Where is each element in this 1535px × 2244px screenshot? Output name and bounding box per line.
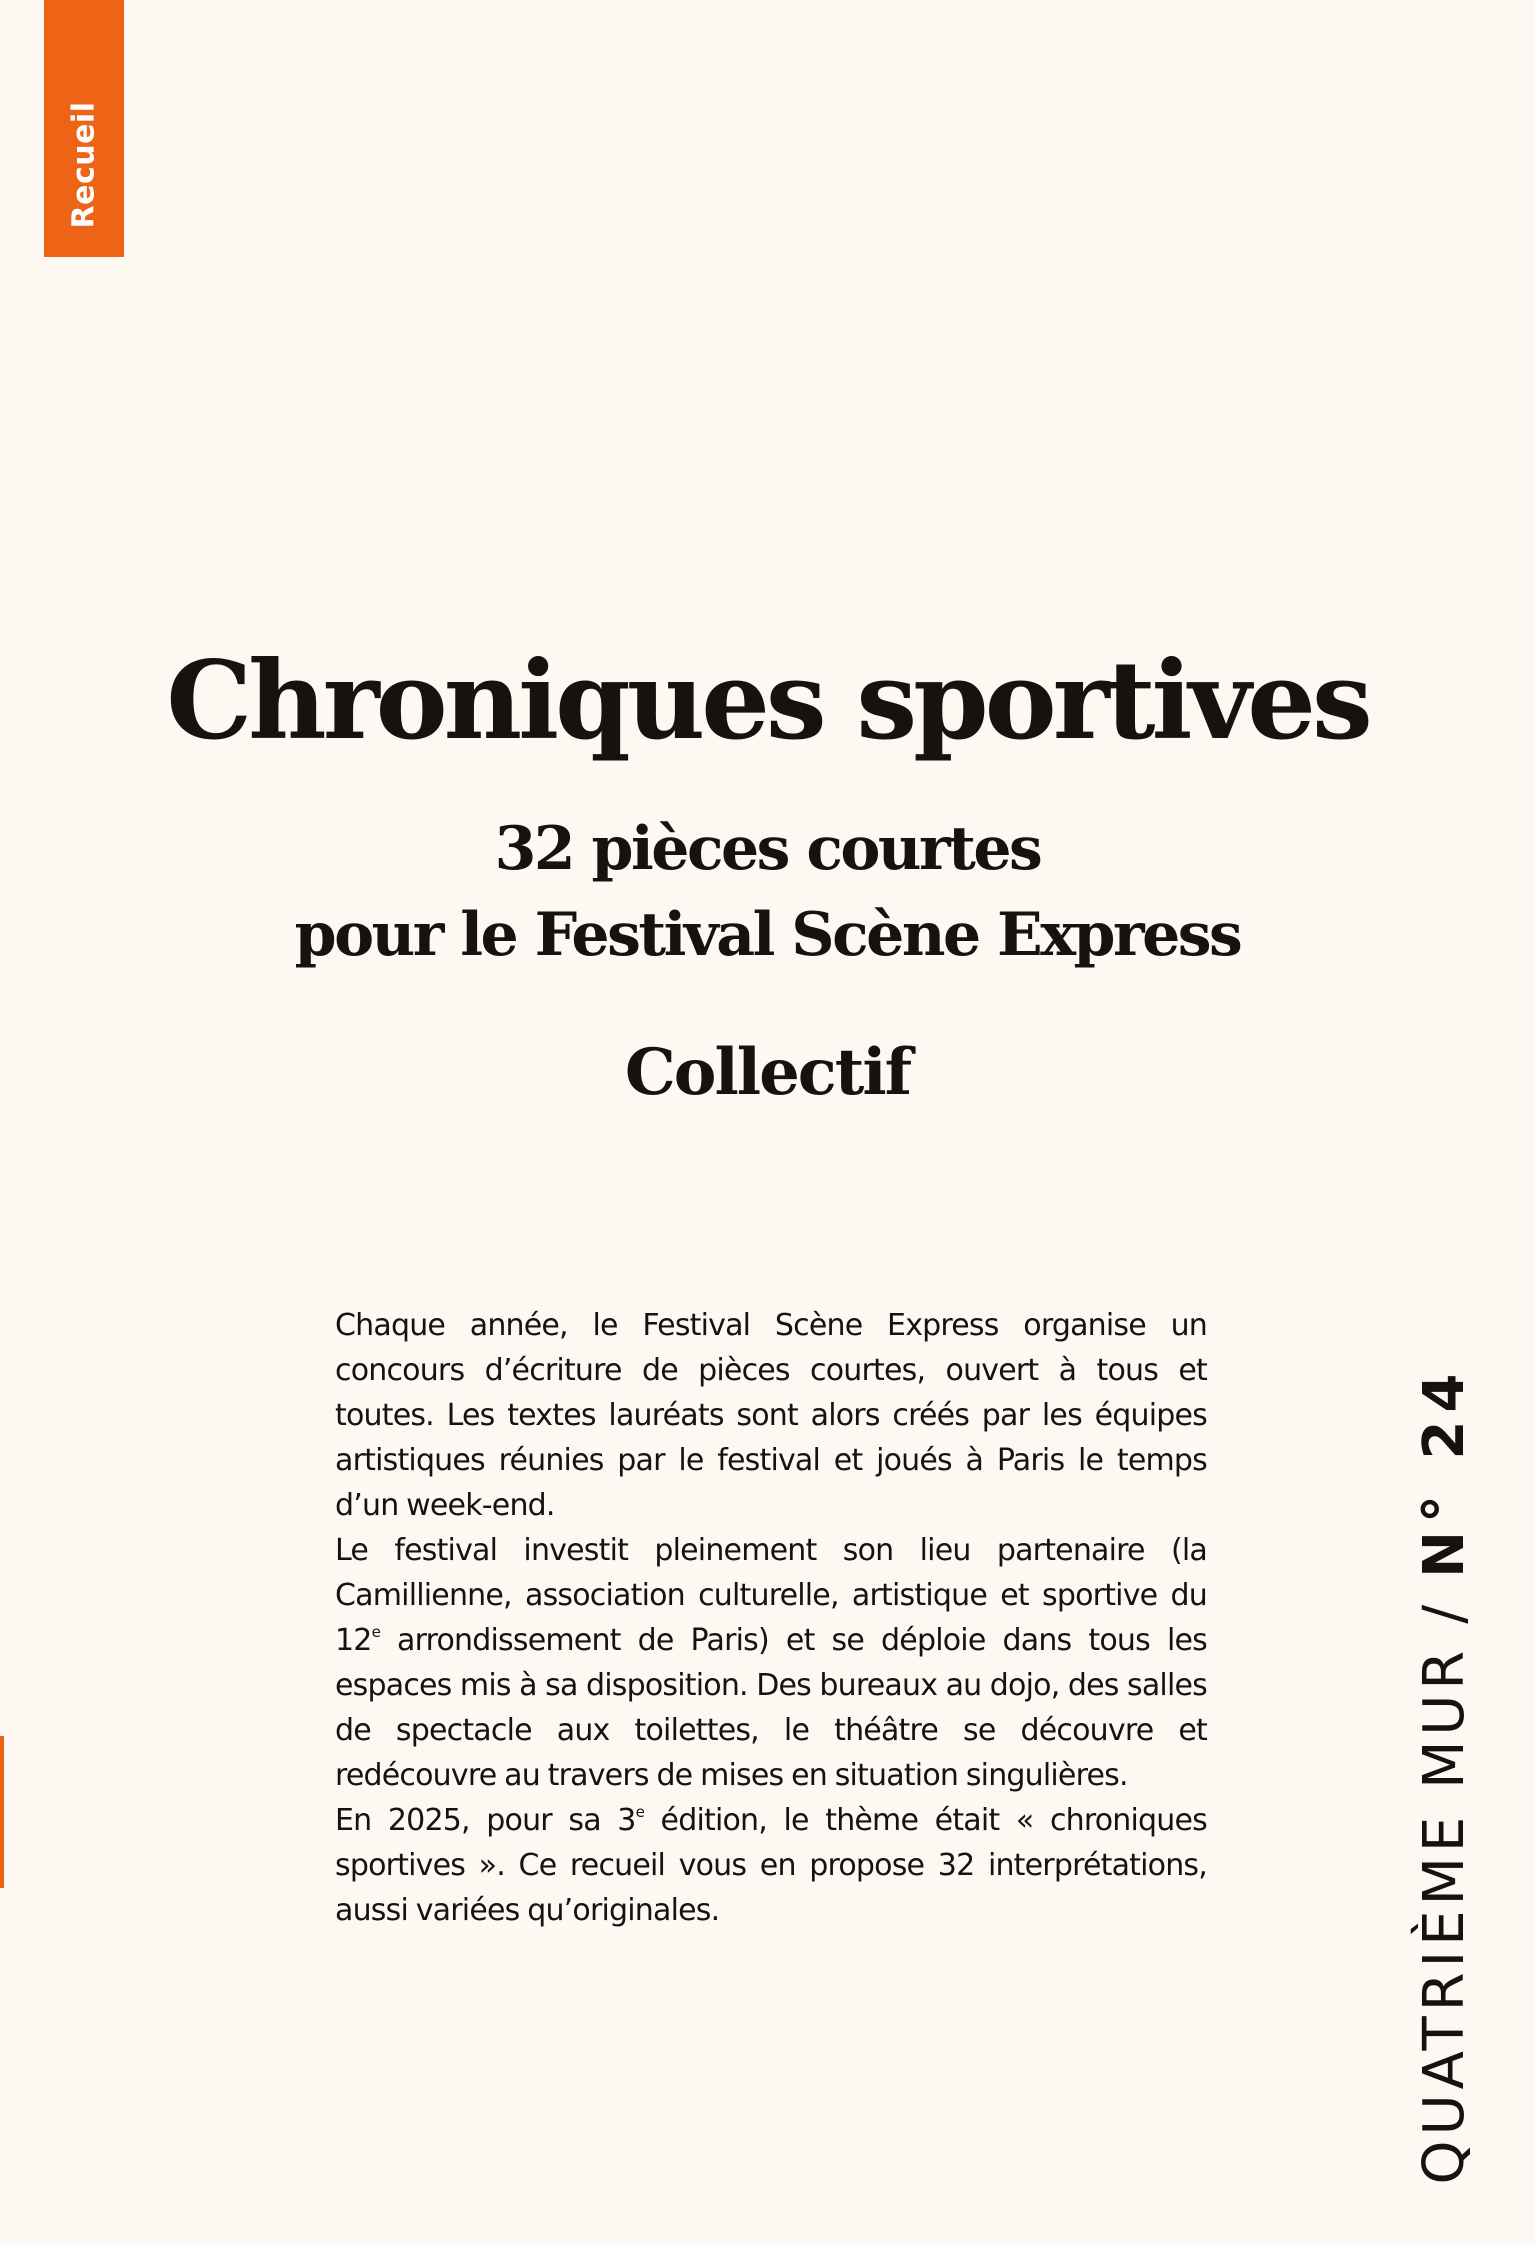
category-label: Recueil — [66, 101, 102, 229]
series-separator: / — [1412, 1599, 1477, 1624]
blurb-paragraph-1: Chaque année, le Festival Scène Express organise un concours d’écriture de pièces courtes, ouvert à tous et toutes. Les textes lauréats sont alors créés par les équipes artistiques réunies par le festival et joués à Paris le temps d’un week-end. — [335, 1308, 1207, 1523]
series-imprint — [1412, 1365, 1477, 2185]
series-name: QUATRIÈME MUR — [1412, 1645, 1477, 2185]
book-blurb — [335, 1303, 1207, 1933]
blurb-text: édition, le thème était « chroniques sportives ». Ce recueil vous en propose 32 interprétations, aussi variées qu’originales. — [335, 1803, 1207, 1928]
blurb-text: Le festival investit pleinement son lieu partenaire (la Camillienne, association culturelle, artistique et sportive du 12 — [335, 1533, 1207, 1658]
subtitle-line-1: 32 pièces courtes — [494, 814, 1041, 884]
subtitle-line-2: pour le Festival Scène Express — [294, 900, 1241, 970]
ordinal-superscript: e — [635, 1803, 645, 1821]
blurb-text: En 2025, pour sa 3 — [335, 1803, 636, 1838]
book-subtitle — [0, 806, 1535, 978]
ordinal-superscript: e — [371, 1623, 381, 1641]
edge-accent-mark — [0, 1736, 4, 1888]
blurb-paragraph-3 — [335, 1798, 1207, 1933]
book-author: Collectif — [624, 1035, 911, 1110]
blurb-text: arrondissement de Paris) et se déploie dans tous les espaces mis à sa disposition. Des bureaux au dojo, des salles de spectacle aux toilettes, le théâtre se découvre et redécouvre au travers de mises en situation singulières. — [335, 1623, 1207, 1793]
blurb-paragraph-2 — [335, 1528, 1207, 1798]
series-issue-number: N° 24 — [1412, 1365, 1477, 1578]
book-title: Chroniques sportives — [166, 638, 1369, 764]
category-tab — [44, 0, 124, 257]
